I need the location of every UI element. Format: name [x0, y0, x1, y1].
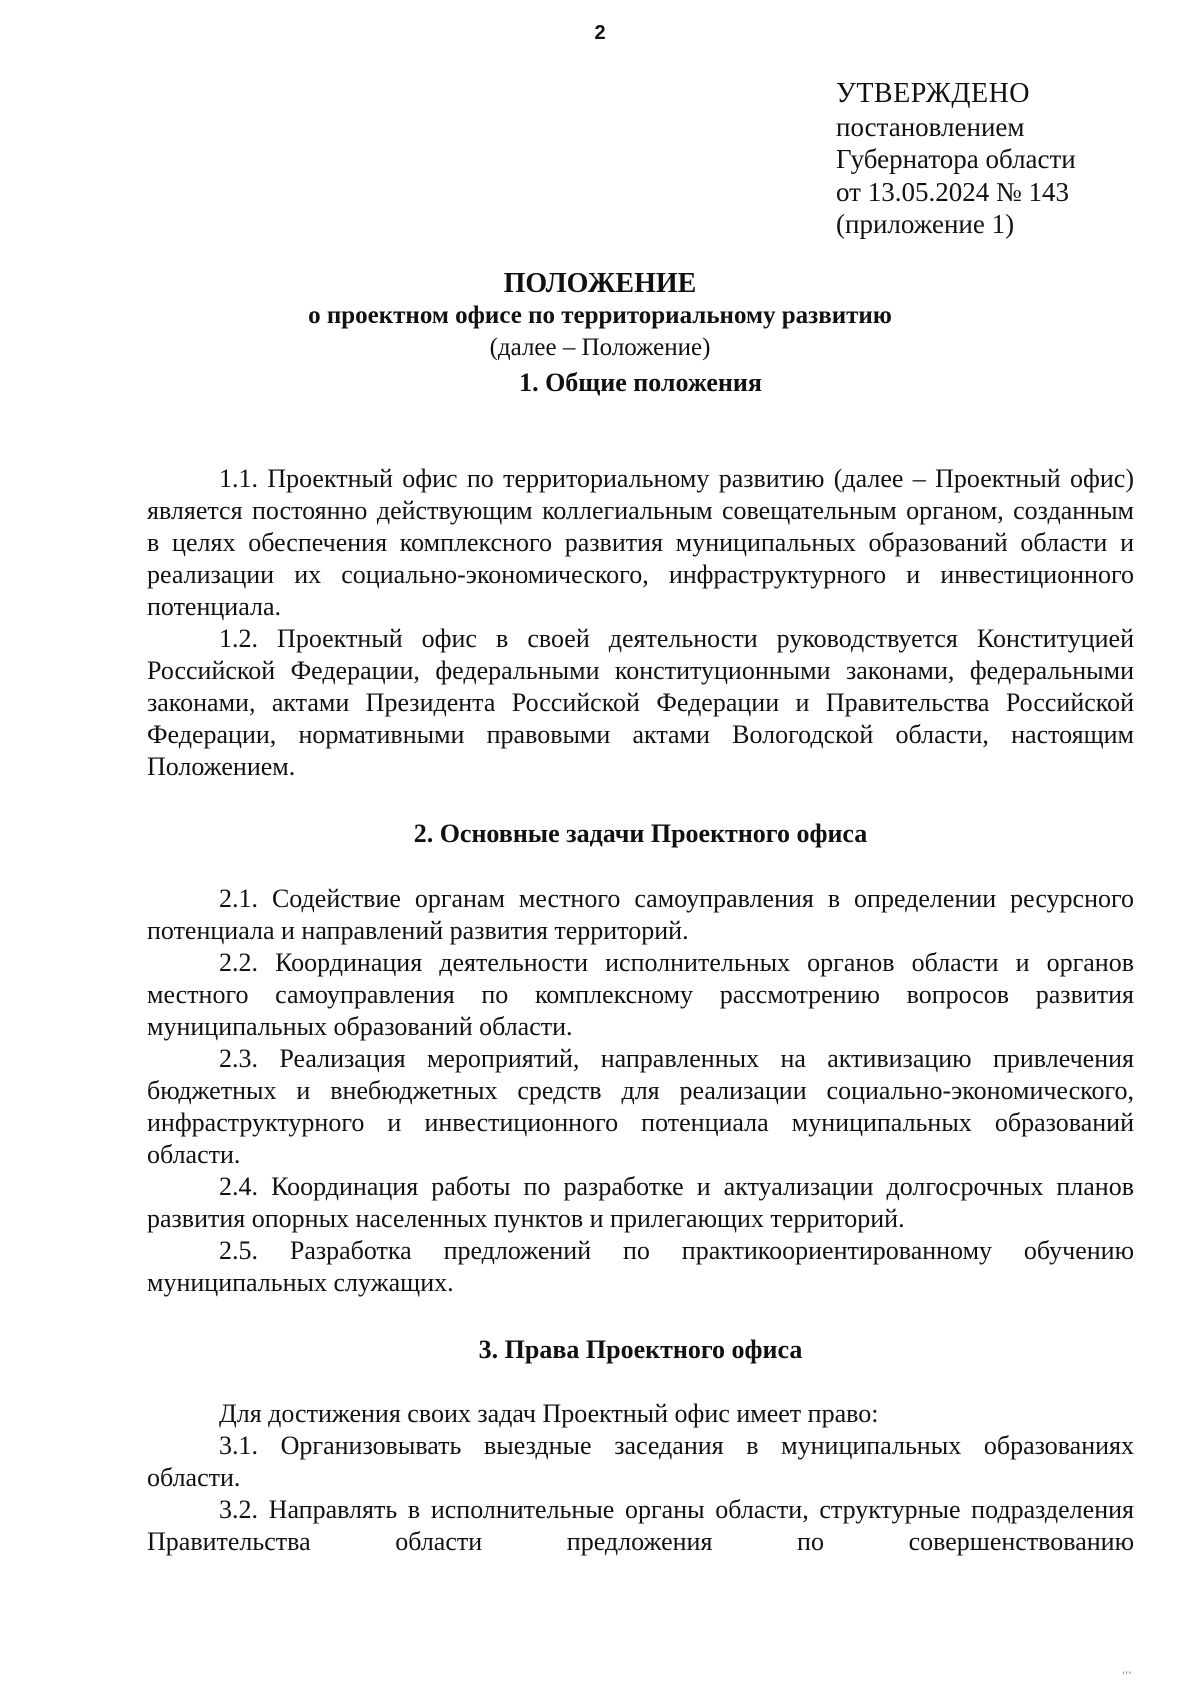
section-1-body — [147, 463, 1134, 783]
paragraph: 2.2. Координация деятельности исполнительных органов области и органов местного самоуправления по комплексному рассмотрению вопросов развития муниципальных образований области. — [147, 948, 1134, 1041]
paragraph: Для достижения своих задач Проектный офис имеет право: — [219, 1399, 879, 1428]
approval-line-date-number: от 13.05.2024 № 143 — [836, 176, 1069, 207]
approval-title: УТВЕРЖДЕНО — [836, 78, 1031, 109]
paragraph: 2.5. Разработка предложений по практикоориентированному обучению муниципальных служащих. — [147, 1236, 1134, 1297]
approval-line-decree: постановлением — [836, 111, 1025, 142]
approval-line-appendix: (приложение 1) — [836, 209, 1015, 239]
section-2 — [147, 818, 1134, 850]
paragraph: 2.4. Координация работы по разработке и актуализации долгосрочных планов развития опорных населенных пунктов и прилегающих территорий. — [147, 1172, 1134, 1233]
paragraph: 1.1. Проектный офис по территориальному развитию (далее – Проектный офис) является постоянно действующим коллегиальным совещательным органом, созданным в целях обеспечения комплексного развития муниципальных образований области и реализации их социально-экономического, инфраструктурного и инвестиционного потенциала. — [147, 464, 1134, 621]
document-subtitle: о проектном офисе по территориальному развитию — [308, 302, 892, 329]
section-heading: 1. Общие положения — [519, 368, 762, 397]
section-heading: 3. Права Проектного офиса — [478, 1335, 803, 1364]
section-heading: 2. Основные задачи Проектного офиса — [413, 819, 868, 848]
section-2-body — [147, 883, 1134, 1299]
document-title-block — [0, 268, 1200, 364]
approval-stamp-block — [836, 78, 1076, 241]
scan-mark: ''' — [1122, 1668, 1132, 1682]
paragraph: 2.3. Реализация мероприятий, направленных на активизацию привлечения бюджетных и внебюджетных средств для реализации социально-экономического, инфраструктурного и инвестиционного потенциала муниципальных образований области. — [147, 1044, 1134, 1169]
paragraph: 1.2. Проектный офис в своей деятельности руководствуется Конституцией Российской Федерации, федеральными конституционными законами, федеральными законами, актами Президента Российской Федерации и Правительства Российской Федерации, нормативными правовыми актами Вологодской области, настоящим Положением. — [147, 624, 1134, 781]
approval-line-governor: Губернатора области — [836, 144, 1076, 174]
section-3-body — [147, 1398, 1134, 1558]
paragraph: 2.1. Содействие органам местного самоуправления в определении ресурсного потенциала и направлений развития территорий. — [147, 884, 1134, 945]
section-3 — [147, 1334, 1134, 1366]
section-1 — [147, 367, 1134, 399]
document-note: (далее – Положение) — [489, 334, 711, 361]
document-title: ПОЛОЖЕНИЕ — [503, 268, 697, 299]
paragraph: 3.1. Организовывать выездные заседания в муниципальных образованиях области. — [147, 1431, 1134, 1492]
page-number: 2 — [594, 22, 606, 44]
paragraph: 3.2. Направлять в исполнительные органы области, структурные подразделения Правительства области предложения по совершенствованию — [147, 1495, 1134, 1556]
